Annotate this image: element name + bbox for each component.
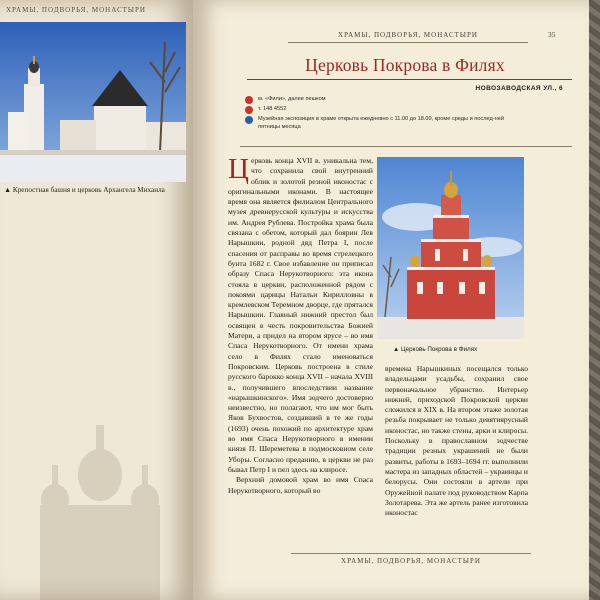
cathedral-watermark xyxy=(0,395,200,600)
article-title: Церковь Покрова в Филях xyxy=(305,55,505,75)
drop-cap: Ц xyxy=(228,153,249,185)
left-page xyxy=(0,0,196,600)
right-page xyxy=(193,0,589,600)
church-photo xyxy=(377,157,524,339)
church-photo-caption: ▲ Церковь Покрова в Филях xyxy=(393,346,478,353)
phone-icon xyxy=(245,106,253,114)
article-column-left xyxy=(228,153,373,496)
info-hours: Музейная экспозиция в храме открыта ежедневно с 11.00 до 18.00, кроме среды и послед-ней пятницы месяца xyxy=(245,116,508,131)
info-phone: т. 148 4552 xyxy=(245,106,508,114)
running-footer: ХРАМЫ, ПОДВОРЬЯ, МОНАСТЫРИ xyxy=(291,553,531,565)
left-running-header: ХРАМЫ, ПОДВОРЬЯ, МОНАСТЫРИ xyxy=(6,6,146,14)
paragraph-1: ерковь конца XVII в. уникальна тем, что сохранила свой внутренний облик и золотой резной иконостас с оригинальными иконами. В настоящее время она является филиалом Центрального музея древнерусской культуры и искусства им. Андрея Рублева. Постройка храма была связана с обетом, который дал боярин Лев Нарышкин, родной дяд Петра I, после спасения от расправы во время стрелецкого бунта 1682 г. Свое избавление он приписал образу Спаса Нерукотворного: эта икона стояла в церкви, расположенной рядом с покоями царицы Натальи Кирилловны в кремлевском Теремном дворце, где прятался Нарышкин. Главный нижний престол был освящен в честь покровительства Божией Матери, а придел на втором ярусе – во имя Спаса Нерукотворного. От имени храма село в Филях стало именоваться Покровским. Церковь построена в стиле русского барокко конца XVII – начала XVIII в., получившего впоследствии название «нарышкинского». Имя зодчего достоверно неизвестно, но полагают, что им мог быть Яков Бухвостов, создавший в те же годы (1693) очень похожий по архитектуре храм во имя Спаса Нерукотворного в имении князя П. Шереметева в подмосковном селе Уборы. Согласно преданию, в церкви не раз бывал Петр I и пел здесь на клиросе. xyxy=(228,156,373,474)
metro-icon xyxy=(245,96,253,104)
article-column-right: времена Нарышкиных посещался только владельцами усадьбы, сохранил свое первоначальное убранство. Интерьер нижней, приходской Покровской церкви сложился в XIX в. На втором этаже золотая резьба покрывает не только девятиярусный иконостас, но также стены, арки и клиросы. Поскольку в православном зодчестве традиции резных украшений не были развиты, работы в 1693–1694 гг. выполнили мастера из западных областей – украинцы и белорусы. Они состояли в артели при Оружейной палате под руководством Карпа Золотарева. Эта же артель ранее изготовила иконостас xyxy=(385,364,528,518)
kremlin-tower-photo xyxy=(0,22,186,182)
info-metro: м. «Фили», далее пешком xyxy=(245,96,508,104)
clock-icon xyxy=(245,116,253,124)
running-header: ХРАМЫ, ПОДВОРЬЯ, МОНАСТЫРИ xyxy=(288,31,528,43)
section-divider xyxy=(240,146,572,147)
left-photo-caption: ▲ Крепостная башня и церковь Архангела Михаила xyxy=(4,186,165,194)
page-number: 35 xyxy=(548,30,556,39)
address: НОВОЗАВОДСКАЯ УЛ., 6 xyxy=(475,85,563,92)
title-underline xyxy=(247,79,572,80)
paragraph-2: Верхний домовой храм во имя Спаса Нерукотворного, который во xyxy=(228,475,373,495)
